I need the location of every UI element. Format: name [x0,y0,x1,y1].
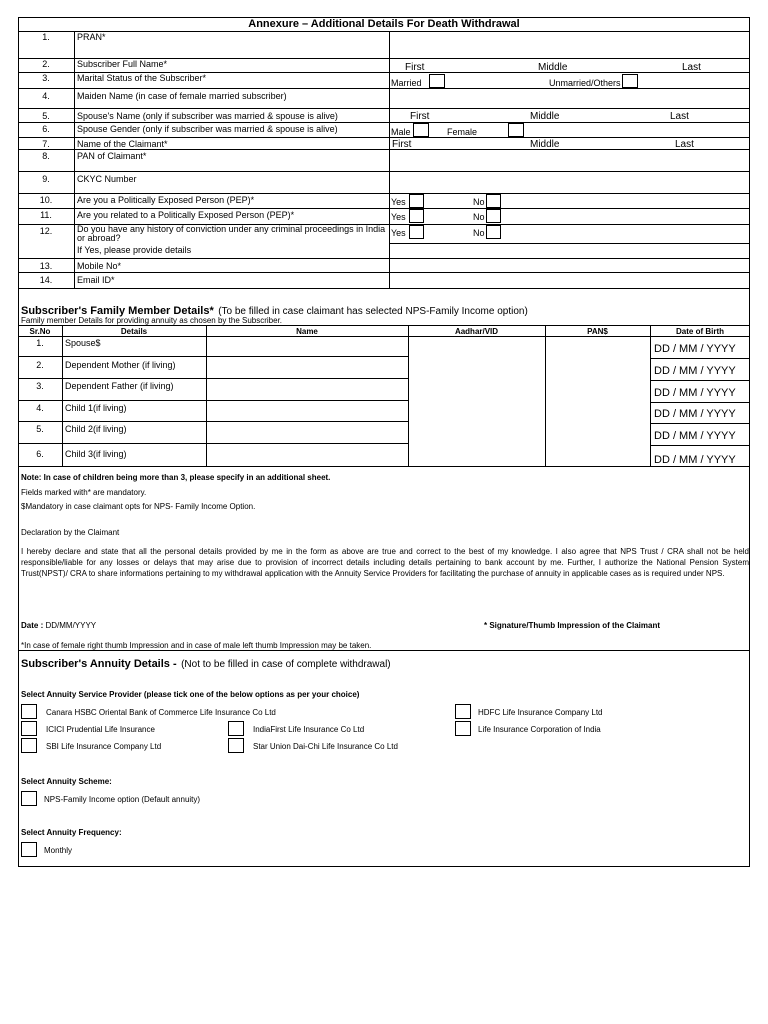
first-name-hint: First [392,139,412,150]
dob-field[interactable]: DD / MM / YYYY [654,343,736,355]
thumb-note: *In case of female right thumb Impression and in case of male left thumb Impression may be taken. [21,641,372,650]
pep-yes-checkbox[interactable] [409,194,424,208]
female-checkbox[interactable] [508,123,524,137]
family-row-number: 1. [36,338,44,348]
family-row-detail: Child 3(if living) [65,449,127,459]
col-header: Details [120,327,148,336]
middle-name-hint: Middle [530,139,560,150]
dob-field[interactable]: DD / MM / YYYY [654,430,736,442]
first-name-hint: First [405,62,425,73]
dob-field[interactable]: DD / MM / YYYY [654,454,736,466]
annuity-heading: Subscriber's Annuity Details - [21,658,177,670]
first-name-hint: First [410,111,430,122]
marital-status-label: Marital Status of the Subscriber* [77,73,207,83]
no-label: No [473,197,485,207]
provider-star-union-checkbox[interactable] [228,738,244,753]
col-header: Name [296,327,318,336]
col-header: Date of Birth [676,327,724,336]
date-line [21,621,96,630]
married-label: Married [391,78,422,88]
provider-canara-checkbox[interactable] [21,704,37,719]
row-number: 8. [42,151,50,161]
pep-related-no-checkbox[interactable] [486,209,501,223]
row-number: 10. [39,195,53,205]
row-number: 3. [42,73,50,83]
no-label: No [473,212,485,222]
email-label: Email ID* [77,275,115,285]
col-header: Sr.No [29,327,51,336]
dob-field[interactable]: DD / MM / YYYY [654,408,736,420]
provider-icici-label: ICICI Prudential Life Insurance [46,725,155,734]
family-heading: Subscriber's Family Member Details* [21,305,214,317]
family-row-number: 4. [36,403,44,413]
dob-field[interactable]: DD / MM / YYYY [654,387,736,399]
conviction-no-checkbox[interactable] [486,225,501,239]
provider-hdfc-checkbox[interactable] [455,704,471,719]
row-number: 9. [42,174,50,184]
signature-label: * Signature/Thumb Impression of the Claimant [484,621,661,630]
male-label: Male [391,127,411,137]
ckyc-label: CKYC Number [77,174,137,184]
family-row-detail: Child 2(if living) [65,424,127,434]
pran-label: PRAN* [77,32,106,42]
family-row-detail: Child 1(if living) [65,403,127,413]
pep-related-yes-checkbox[interactable] [409,209,424,223]
annuity-heading-note: (Not to be filled in case of complete withdrawal) [181,659,391,670]
dollar-note: $Mandatory in case claimant opts for NPS- Family Income Option. [21,502,256,511]
provider-indiafirst-checkbox[interactable] [228,721,244,736]
last-name-hint: Last [682,62,701,73]
row-number: 2. [42,59,50,69]
col-header: PAN$ [587,327,608,336]
provider-icici-checkbox[interactable] [21,721,37,736]
provider-sbi-label: SBI Life Insurance Company Ltd [46,742,162,751]
declaration-text: I hereby declare and state that all the personal details provided by me in the form as above are true and correct to the best of my knowledge. I also agree that NPS Trust / CRA shall not be held responsible/liable for any losses or delays that may arise due to provision of incorrect details including details pertaining to bank account by me. Further, I authorize the National Pension System Trust(NPST)/ CRA to share informations pertaining to my withdrawal application with the Annuity Service Providers for facilitating the purchase of annuity in applicable cases as is required under NPS. [21,547,749,578]
family-heading-note: (To be filled in case claimant has selected NPS-Family Income option) [218,306,528,317]
yes-label: Yes [391,228,406,238]
claimant-name-label: Name of the Claimant* [77,139,168,149]
subscriber-name-label: Subscriber Full Name* [77,59,168,69]
unmarried-checkbox[interactable] [622,74,638,88]
pep-related-label: Are you related to a Politically Exposed Person (PEP)* [77,210,295,220]
form-title: Annexure – Additional Details For Death Withdrawal [248,18,520,30]
row-number: 12. [39,226,53,236]
last-name-hint: Last [670,111,689,122]
yes-label: Yes [391,212,406,222]
pan-label: PAN of Claimant* [77,151,147,161]
provider-lic-checkbox[interactable] [455,721,471,736]
family-row-number: 5. [36,424,44,434]
no-label: No [473,228,485,238]
conviction-yes-checkbox[interactable] [409,225,424,239]
dob-field[interactable]: DD / MM / YYYY [654,365,736,377]
provider-star-union-label: Star Union Dai-Chi Life Insurance Co Ltd [253,742,398,751]
frequency-label: Select Annuity Frequency: [21,828,122,837]
row-number: 1. [42,32,50,42]
family-row-detail: Dependent Mother (if living) [65,360,176,370]
row-number: 14. [39,275,53,285]
annuity-heading-line [21,654,391,672]
provider-lic-label: Life Insurance Corporation of India [478,725,601,734]
row-number: 5. [42,111,50,121]
pep-label: Are you a Politically Exposed Person (PEP)* [77,195,255,205]
provider-label: Select Annuity Service Provider (please tick one of the below options as per your choice) [21,690,360,699]
family-row-detail: Dependent Father (if living) [65,381,174,391]
provider-canara-label: Canara HSBC Oriental Bank of Commerce Life Insurance Co Ltd [46,708,276,717]
middle-name-hint: Middle [530,111,560,122]
row-number: 6. [42,124,50,134]
date-field[interactable]: DD/MM/YYYY [45,621,97,630]
provider-hdfc-label: HDFC Life Insurance Company Ltd [478,708,603,717]
unmarried-label: Unmarried/Others [549,78,621,88]
family-row-number: 6. [36,449,44,459]
row-number: 11. [40,210,52,220]
last-name-hint: Last [675,139,694,150]
declaration-title: Declaration by the Claimant [21,528,120,537]
maiden-name-label: Maiden Name (in case of female married subscriber) [77,91,287,101]
family-subnote: Family member Details for providing annuity as chosen by the Subscriber. [21,316,283,325]
spouse-gender-label: Spouse Gender (only if subscriber was married & spouse is alive) [77,124,338,134]
row-number: 7. [42,139,50,149]
yes-label: Yes [391,197,406,207]
scheme-family-income-checkbox[interactable] [21,791,37,806]
col-header: Aadhar/VID [454,327,499,336]
male-checkbox[interactable] [413,123,429,137]
female-label: Female [447,127,478,137]
pep-no-checkbox[interactable] [486,194,501,208]
date-label: Date : [21,621,44,630]
family-row-detail: Spouse$ [65,338,101,348]
mobile-label: Mobile No* [77,261,122,271]
row-number: 13. [39,261,53,271]
scheme-family-income-label: NPS-Family Income option (Default annuity) [44,795,201,804]
provider-sbi-checkbox[interactable] [21,738,37,753]
frequency-monthly-checkbox[interactable] [21,842,37,857]
frequency-monthly-label: Monthly [44,846,73,855]
mandatory-note: Fields marked with* are mandatory. [21,488,147,497]
row-number: 4. [42,91,50,101]
scheme-label: Select Annuity Scheme: [21,777,112,786]
family-row-number: 2. [36,360,44,370]
children-note: Note: In case of children being more than 3, please specify in an additional sheet. [21,473,331,482]
married-checkbox[interactable] [429,74,445,88]
spouse-name-label: Spouse's Name (only if subscriber was married & spouse is alive) [77,111,338,121]
conviction-label: Do you have any history of conviction under any criminal proceedings in India or abroad? [77,224,386,243]
conviction-details-label: If Yes, please provide details [77,245,192,255]
family-row-number: 3. [36,381,44,391]
middle-name-hint: Middle [538,62,568,73]
provider-indiafirst-label: IndiaFirst Life Insurance Co Ltd [253,725,365,734]
